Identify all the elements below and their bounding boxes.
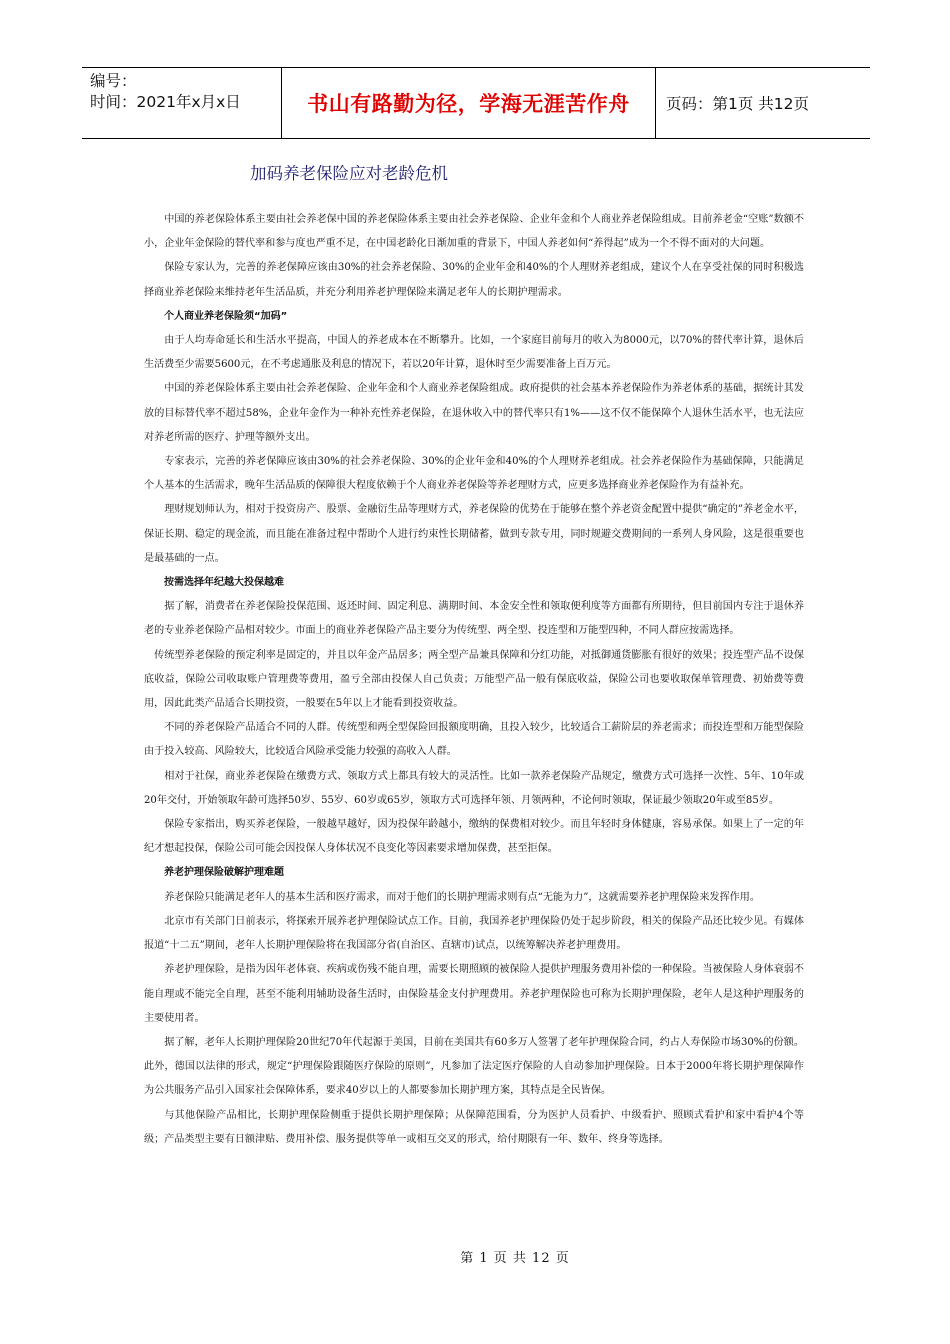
body-paragraph: 传统型养老保险的预定利率是固定的，并且以年金产品居多；两全型产品兼具保障和分红功能，对抵御通货膨胀有很好的效果；投连型产品不设保底收益，保险公司收取账户管理费等费用，盈亏全部由投保人自己负责；万能型产品一般有保底收益，保险公司也要收取保单管理费、初始费等费用，因此此类产品适合长期投资，一般要在5年以上才能看到投资收益。 — [144, 649, 804, 710]
body-paragraph: 北京市有关部门日前表示，将探索开展养老护理保险试点工作。目前，我国养老护理保险仍处于起步阶段，相关的保险产品还比较少见。有媒体报道“十二五”期间，老年人长期护理保险将在我国部分省(自治区、直辖市)试点，以统筹解决养老护理费用。 — [144, 915, 804, 952]
body-paragraph: 与其他保险产品相比，长期护理保险侧重于提供长期护理保障；从保障范围看，分为医护人员看护、中级看护、照顾式看护和家中看护4个等级；产品类型主要有日额津贴、费用补偿、服务提供等单一或相互交叉的形式，给付期限有一年、数年、终身等选择。 — [144, 1109, 804, 1145]
page-header — [82, 67, 870, 139]
body-paragraph: 据了解，消费者在养老保险投保范围、返还时间、固定利息、满期时间、本金安全性和领取便利度等方面都有所期待，但目前国内专注于退休养老的专业养老保险产品相对较少。市面上的商业养老保险产品主要分为传统型、两全型、投连型和万能型四种，不同人群应按需选择。 — [144, 601, 804, 637]
body-paragraph: 理财规划师认为，相对于投资房产、股票、金融衍生品等理财方式，养老保险的优势在于能够在整个养老资金配置中提供“确定的”养老金水平，保证长期、稳定的现金流，而且能在准备过程中帮助个人进行约束性长期储蓄，做到专款专用，同时规避交费期间的一系列人身风险，这是很重要也是最基础的一点。 — [144, 504, 804, 564]
header-motto: 书山有路勤为径，学海无涯苦作舟 — [282, 68, 656, 138]
body-paragraph: 保险专家指出，购买养老保险，一般越早越好，因为投保年龄越小，缴纳的保费相对较少。而且年轻时身体健康，容易承保。如果上了一定的年纪才想起投保，保险公司可能会因投保人身体状况不良变化等因素要求增加保费，甚至拒保。 — [144, 819, 804, 855]
section-heading: 养老护理保险破解护理难题 — [164, 867, 284, 879]
section-heading: 按需选择年纪越大投保越难 — [164, 577, 284, 589]
body-paragraph: 由于人均寿命延长和生活水平提高，中国人的养老成本在不断攀升。比如，一个家庭目前每月的收入为8000元，以70%的替代率计算，退休后生活费至少需要5600元，在不考虑通胀及利息的情况下，若以20年计算，退休时至少需要准备上百万元。 — [144, 335, 804, 371]
header-meta-cell — [82, 68, 282, 138]
page-footer: 第 1 页 共 12 页 — [460, 1251, 570, 1266]
article-body — [144, 208, 804, 1152]
body-paragraph: 据了解，老年人长期护理保险20世纪70年代起源于美国，目前在美国共有60多万人签署了老年护理保险合同，约占人寿保险市场30%的份额。此外，德国以法律的形式，规定“护理保险跟随医疗保险的原则”，凡参加了法定医疗保险的人自动参加护理保险。日本于2000年将长期护理保障作为公共服务产品引入国家社会保障体系，要求40岁以上的人都要参加长期护理方案，其特点是全民皆保。 — [144, 1036, 804, 1097]
body-paragraph: 养老护理保险，是指为因年老体衰、疾病或伤残不能自理，需要长期照顾的被保险人提供护理服务费用补偿的一种保险。当被保险人身体衰弱不能自理或不能完全自理，甚至不能利用辅助设备生活时，由保险基金支付护理费用。养老护理保险也可称为长期护理保险，老年人是这种护理服务的主要使用者。 — [144, 964, 804, 1024]
body-paragraph: 不同的养老保险产品适合不同的人群。传统型和两全型保险回报额度明确，且投入较少，比较适合工薪阶层的养老需求；而投连型和万能型保险由于投入较高、风险较大，比较适合风险承受能力较强的高收入人群。 — [144, 722, 804, 758]
body-paragraph: 保险专家认为，完善的养老保障应该由30%的社会养老保险、30%的企业年金和40%的个人理财养老组成，建议个人在享受社保的同时积极选择商业养老保险来维持老年生活品质，并充分利用养老护理保险来满足老年人的长期护理需求。 — [144, 262, 804, 298]
body-paragraph: 专家表示，完善的养老保障应该由30%的社会养老保险、30%的企业年金和40%的个人理财养老组成。社会养老保险作为基础保障，只能满足个人基本的生活需求，晚年生活品质的保障很大程度依赖于个人商业养老保险等养老理财方式，应更多选择商业养老保险作为有益补充。 — [144, 456, 804, 492]
header-page-info: 页码：第1页 共12页 — [666, 95, 810, 113]
body-paragraph: 中国的养老保险体系主要由社会养老保中国的养老保险体系主要由社会养老保险、企业年金和个人商业养老保险组成。目前养老金“空账”数额不小，企业年金保险的替代率和参与度也严重不足，在中国老龄化日渐加重的背景下，中国人养老如何“养得起”成为一个不得不面对的大问题。 — [144, 214, 804, 250]
section-heading: 个人商业养老保险须“加码” — [164, 310, 288, 322]
body-paragraph: 中国的养老保险体系主要由社会养老保险、企业年金和个人商业养老保险组成。政府提供的社会基本养老保险作为养老体系的基础，据统计其发放的目标替代率不超过58%，企业年金作为一种补充性养老保险，在退休收入中的替代率只有1%——这不仅不能保障个人退休生活水平，也无法应对养老所需的医疗、护理等额外支出。 — [144, 383, 804, 443]
body-paragraph: 相对于社保，商业养老保险在缴费方式、领取方式上都具有较大的灵活性。比如一款养老保险产品规定，缴费方式可选择一次性、5年、10年或20年交付，开始领取年龄可选择50岁、55岁、60岁或65岁，领取方式可选择年领、月领两种，不论何时领取，保证最少领取20年或至85岁。 — [144, 770, 804, 806]
article-title: 加码养老保险应对老龄危机 — [250, 164, 448, 183]
document-date: 时间：2021年x月x日 — [90, 93, 241, 111]
document-number-label: 编号： — [90, 72, 137, 90]
body-paragraph: 养老保险只能满足老年人的基本生活和医疗需求，而对于他们的长期护理需求则有点“无能为力”，这就需要养老护理保险来发挥作用。 — [164, 891, 760, 903]
